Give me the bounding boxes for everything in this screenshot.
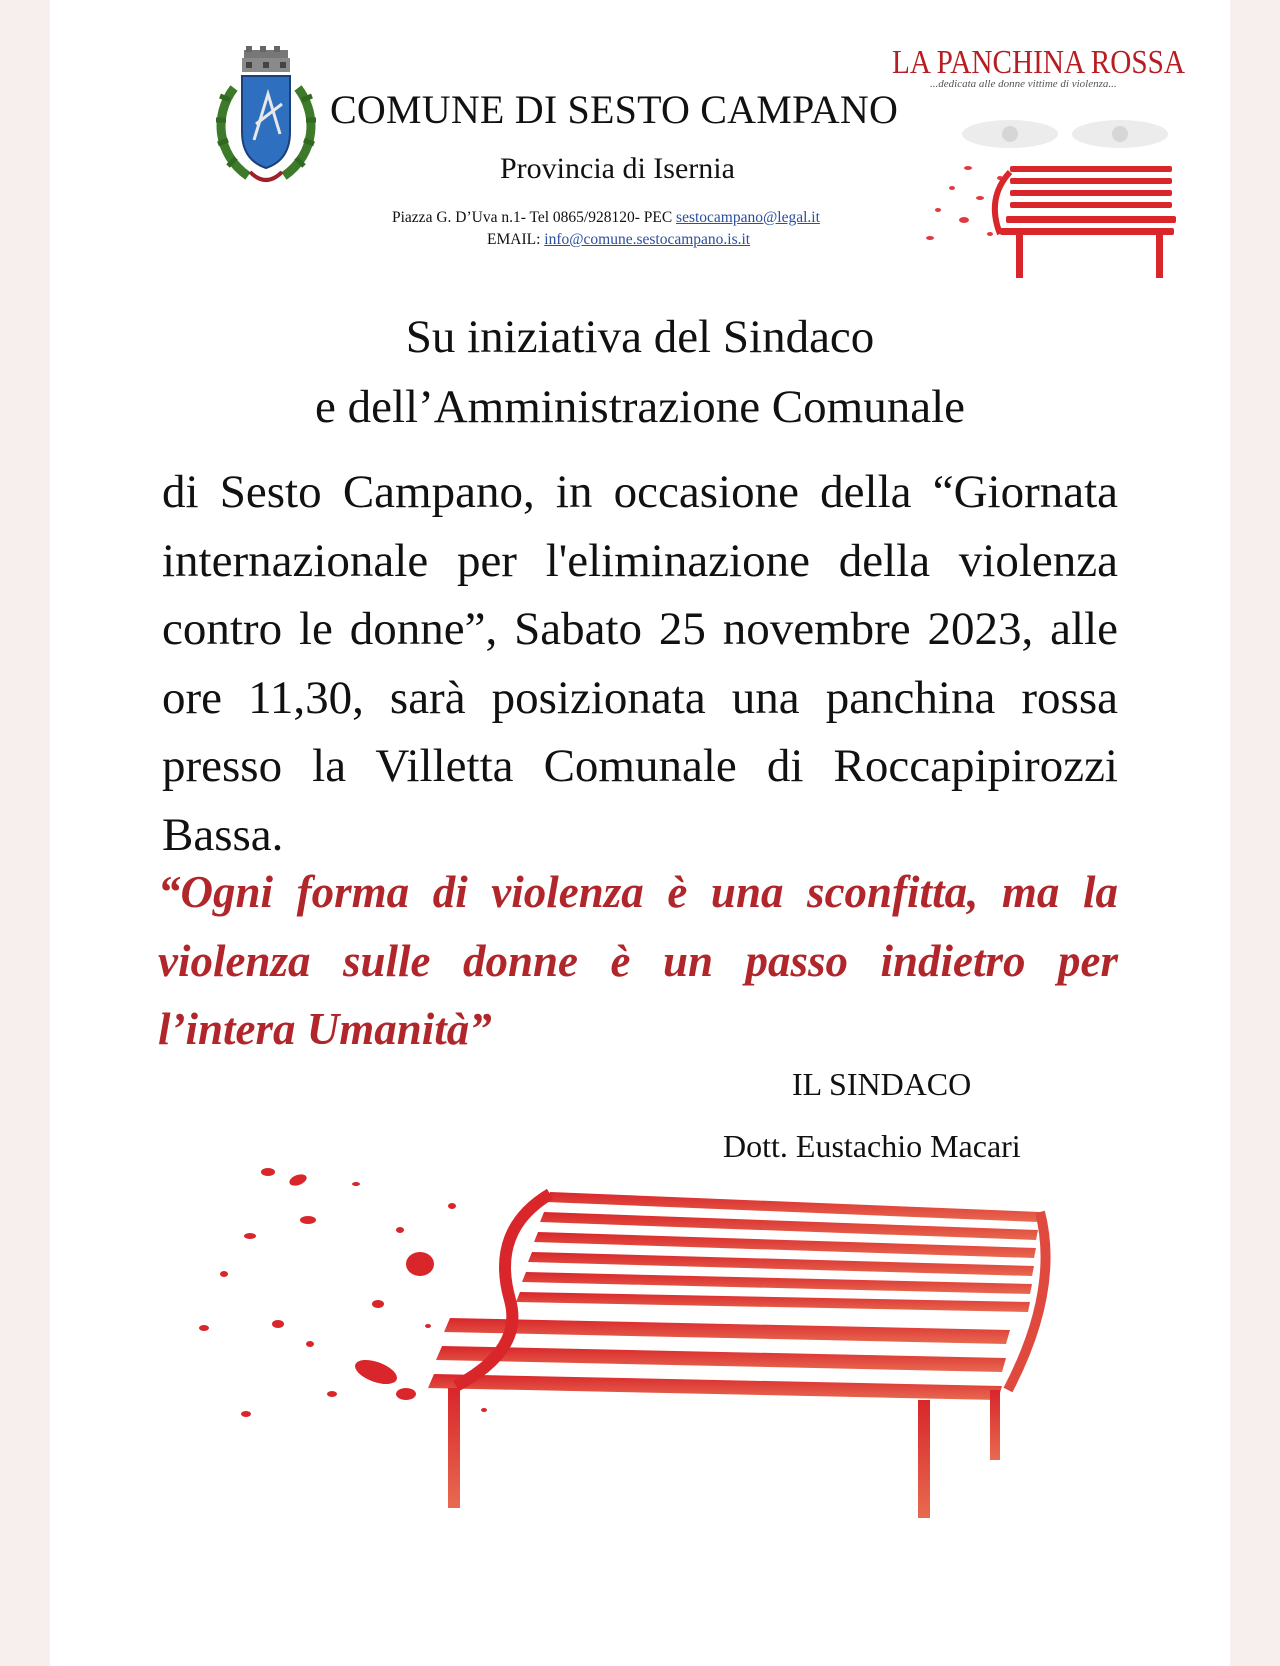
announcement-body: di Sesto Campano, in occasione della “Giornata internazionale per l'eliminazione della violenza contro le donne”, Sabato 25 novembre 2023, alle ore 11,30, sarà posizionata una panchina rossa presso la Villetta Comunale di Roccapipirozzi Bassa. bbox=[162, 466, 1118, 861]
municipal-crest-icon bbox=[210, 44, 322, 194]
email-label: EMAIL: bbox=[487, 231, 545, 248]
quote-text: “Ogni forma di violenza è una sconfitta, ma la violenza sulle donne è un passo indietro per l’intera Umanità” bbox=[158, 867, 1118, 1054]
panchina-rossa-logo bbox=[860, 38, 1200, 278]
province-name: Provincia di Isernia bbox=[500, 152, 735, 185]
contact-info bbox=[392, 207, 820, 251]
email-link[interactable]: info@comune.sestocampano.is.it bbox=[544, 231, 751, 248]
pec-link[interactable]: sestocampano@legal.it bbox=[676, 209, 820, 226]
logo-title: LA PANCHINA ROSSA bbox=[892, 44, 1186, 81]
rose-petals-icon bbox=[180, 1150, 1100, 1550]
signature-title: IL SINDACO bbox=[792, 1066, 972, 1102]
signature-name: Dott. Eustachio Macari bbox=[723, 1128, 1021, 1164]
intro-line-2: e dell’Amministrazione Comunale bbox=[315, 381, 965, 433]
logo-subtitle: ...dedicata alle donne vittime di violenza... bbox=[930, 78, 1117, 90]
comune-name: COMUNE DI SESTO CAMPANO bbox=[330, 87, 899, 132]
address-text: Piazza G. D’Uva n.1- Tel 0865/928120- PEC bbox=[392, 209, 677, 226]
intro-line-1: Su iniziativa del Sindaco bbox=[405, 311, 875, 363]
